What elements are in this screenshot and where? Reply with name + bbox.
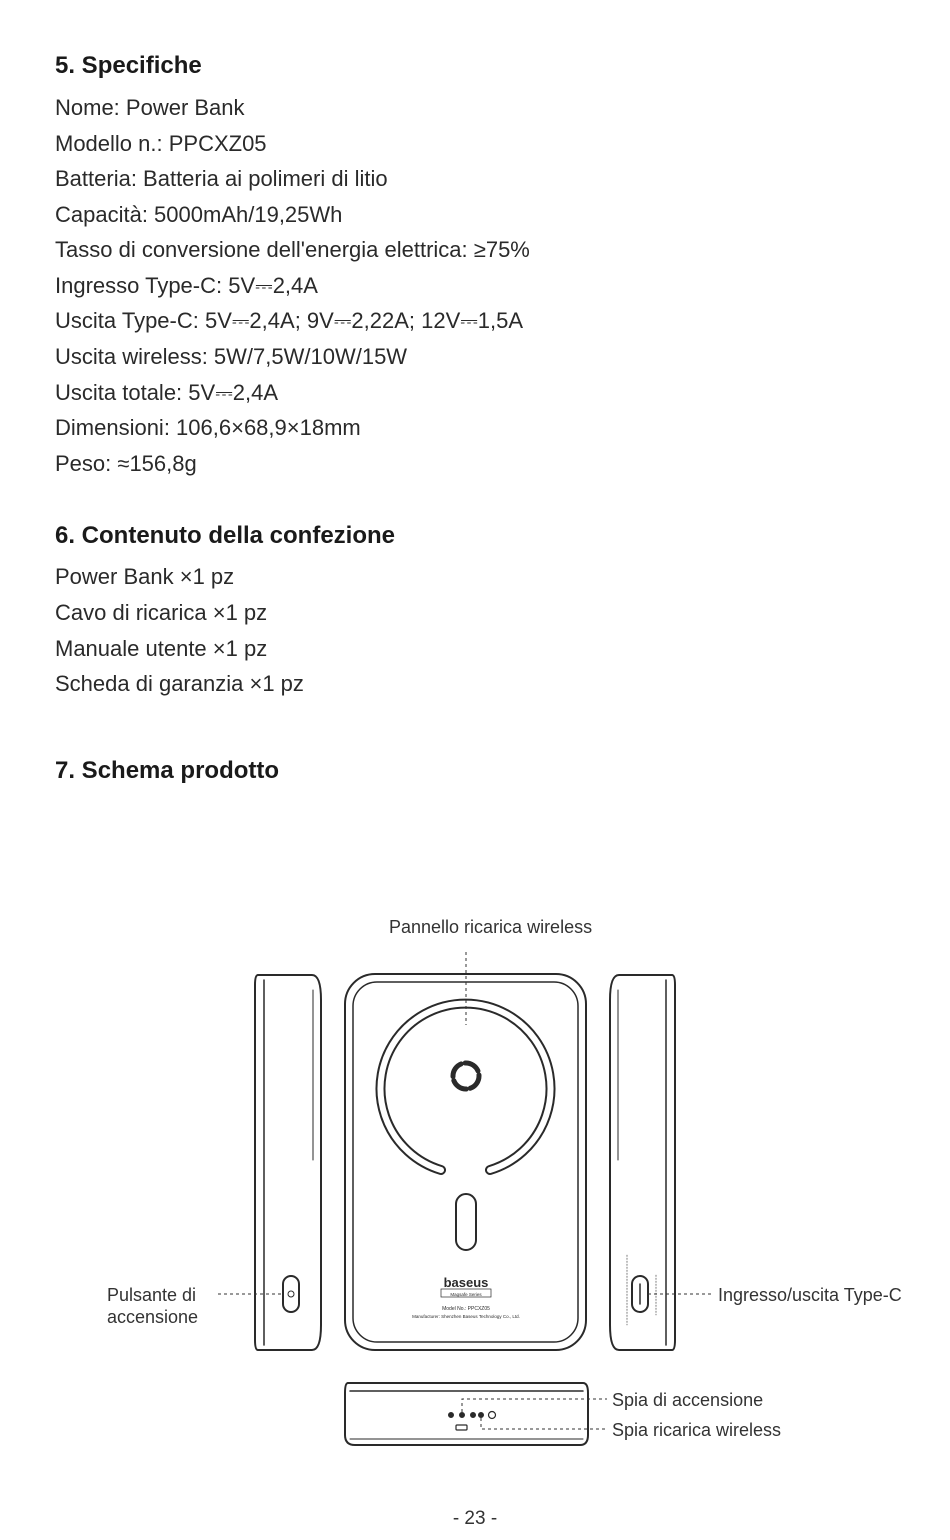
spec-line: Batteria: Batteria ai polimeri di litio (55, 166, 388, 191)
model-text: Model No.: PPCXZ05 (442, 1306, 490, 1312)
label-power-button-line1: Pulsante di (107, 1285, 197, 1305)
spec-line: Uscita totale: 5V⎓2,4A (55, 380, 279, 405)
manufacturer-text: Manufacturer: Shenzhen Baseus Technology Co., Ltd. (412, 1314, 520, 1319)
section-title-specs: 5. Specifiche (55, 52, 202, 79)
label-power-button-line2: accensione (107, 1307, 199, 1327)
spec-line: Tasso di conversione dell'energia elettrica: ≥75% (55, 237, 530, 262)
section-title-diagram: 7. Schema prodotto (55, 757, 280, 784)
right-side-view (610, 975, 675, 1350)
spec-line: Uscita Type-C: 5V⎓2,4A; 9V⎓2,22A; 12V⎓1,5A (55, 308, 524, 333)
contents-line: Cavo di ricarica ×1 pz (55, 600, 268, 625)
left-side-view (255, 975, 321, 1350)
series-text: Magsafe Series (450, 1292, 482, 1297)
page-number: - 23 - (452, 1508, 498, 1529)
contents-line: Manuale utente ×1 pz (55, 636, 268, 661)
spec-line: Ingresso Type-C: 5V⎓2,4A (55, 273, 318, 298)
spec-line: Uscita wireless: 5W/7,5W/10W/15W (55, 344, 408, 369)
label-power-indicator: Spia di accensione (612, 1390, 764, 1410)
spec-line: Peso: ≈156,8g (55, 451, 197, 476)
section-title-contents: 6. Contenuto della confezione (55, 522, 396, 549)
label-wireless-panel: Pannello ricarica wireless (389, 917, 593, 937)
spec-line: Capacità: 5000mAh/19,25Wh (55, 202, 343, 227)
label-typec-port: Ingresso/uscita Type-C (718, 1285, 902, 1305)
contents-line: Scheda di garanzia ×1 pz (55, 671, 304, 696)
bottom-view (345, 1383, 588, 1445)
spec-line: Dimensioni: 106,6×68,9×18mm (55, 415, 361, 440)
spec-line: Nome: Power Bank (55, 95, 245, 120)
label-wireless-indicator: Spia ricarica wireless (612, 1420, 782, 1440)
contents-line: Power Bank ×1 pz (55, 564, 235, 589)
brand-logo: baseus (443, 1275, 489, 1290)
spec-line: Modello n.: PPCXZ05 (55, 131, 267, 156)
leader-lines (218, 952, 713, 1429)
